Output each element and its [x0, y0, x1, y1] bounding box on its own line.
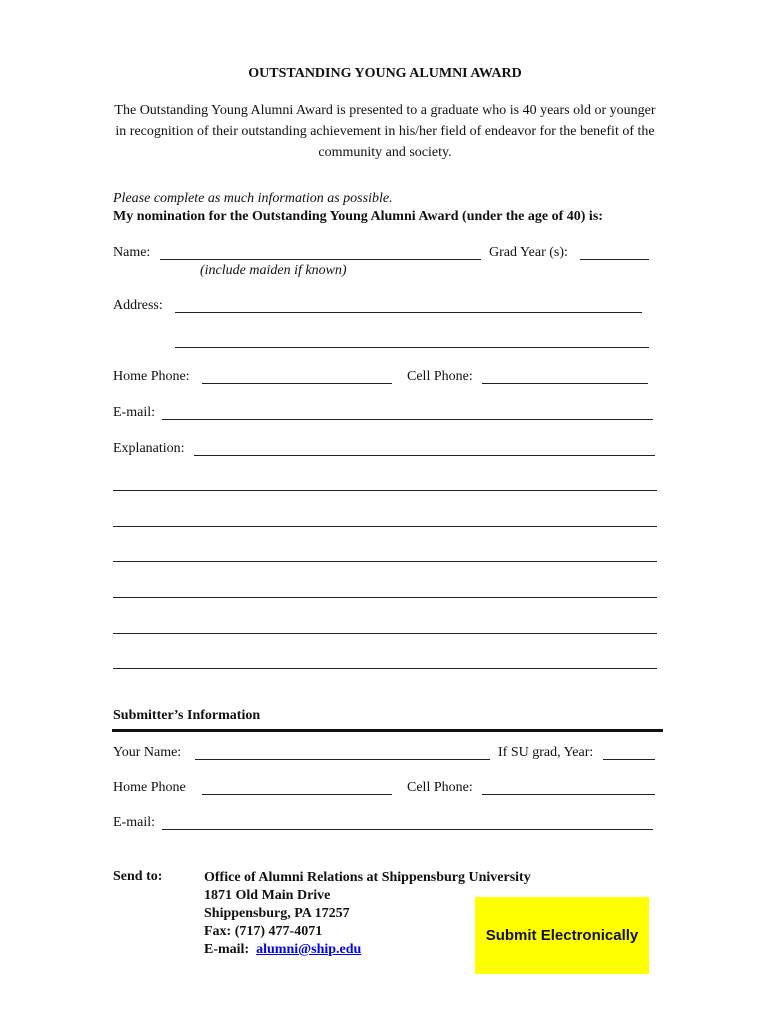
nominee-name-field[interactable] — [160, 242, 481, 262]
city-state-zip: Shippensburg, PA 17257 — [204, 906, 350, 921]
send-to-label: Send to: — [113, 869, 163, 884]
email-field[interactable] — [162, 402, 653, 422]
email-label: E-mail: — [113, 405, 155, 420]
home-phone-label: Home Phone: — [113, 369, 190, 384]
section-divider — [112, 729, 663, 732]
your-name-field[interactable] — [195, 742, 490, 762]
address-label: Address: — [113, 298, 163, 313]
submitter-home-phone-field[interactable] — [202, 777, 392, 797]
nomination-heading: My nomination for the Outstanding Young Alumni Award (under the age of 40) is: — [113, 209, 603, 224]
email-prefix: E-mail: — [204, 942, 250, 957]
submitter-home-phone-label: Home Phone — [113, 780, 186, 795]
maiden-note: (include maiden if known) — [200, 263, 347, 278]
grad-year-field[interactable] — [580, 242, 649, 262]
office-name: Office of Alumni Relations at Shippensburg University — [204, 870, 531, 885]
instruction-text: Please complete as much information as possible. — [113, 191, 393, 206]
page-title: OUTSTANDING YOUNG ALUMNI AWARD — [248, 66, 522, 81]
fax-number: Fax: (717) 477-4071 — [204, 924, 323, 939]
explanation-label: Explanation: — [113, 441, 185, 456]
cell-phone-label: Cell Phone: — [407, 369, 473, 384]
su-grad-year-field[interactable] — [603, 742, 655, 762]
alumni-email-link[interactable]: alumni@ship.edu — [256, 942, 362, 957]
cell-phone-field[interactable] — [482, 366, 648, 386]
submitter-heading: Submitter’s Information — [113, 708, 261, 723]
name-label: Name: — [113, 245, 151, 260]
submitter-email-field[interactable] — [162, 812, 653, 832]
address-field-2[interactable] — [175, 330, 649, 350]
address-field-1[interactable] — [175, 295, 642, 315]
explanation-field-1[interactable] — [194, 438, 655, 458]
street-address: 1871 Old Main Drive — [204, 888, 331, 903]
submitter-email-label: E-mail: — [113, 815, 155, 830]
submit-electronically-button[interactable]: Submit Electronically — [475, 897, 649, 974]
submitter-cell-phone-field[interactable] — [482, 777, 655, 797]
home-phone-field[interactable] — [202, 366, 392, 386]
explanation-textarea[interactable] — [113, 473, 657, 669]
su-grad-year-label: If SU grad, Year: — [498, 745, 594, 760]
intro-paragraph: The Outstanding Young Alumni Award is presented to a graduate who is 40 years old or younger in recognition of their outstanding achievement in his/her field of endeavor for the benefit of the community and society. — [114, 103, 656, 160]
grad-year-label: Grad Year (s): — [489, 245, 568, 260]
submitter-cell-phone-label: Cell Phone: — [407, 780, 473, 795]
your-name-label: Your Name: — [113, 745, 182, 760]
